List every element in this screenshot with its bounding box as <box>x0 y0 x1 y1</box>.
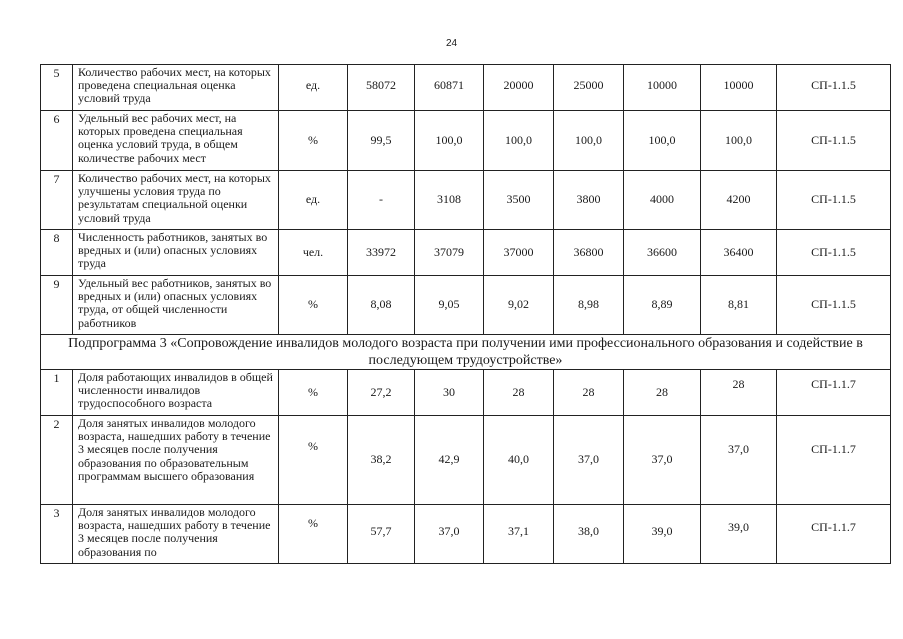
row-number: 5 <box>41 65 73 111</box>
value-3: 3500 <box>484 171 554 230</box>
value-5: 8,89 <box>624 276 701 335</box>
program-code: СП-1.1.7 <box>777 416 891 505</box>
value-1: - <box>348 171 415 230</box>
value-6: 37,0 <box>701 416 777 505</box>
table-row <box>41 370 891 416</box>
value-2: 30 <box>415 370 484 416</box>
table-row <box>41 111 891 171</box>
value-6: 4200 <box>701 171 777 230</box>
value-4: 38,0 <box>554 505 624 564</box>
value-6: 28 <box>701 370 777 416</box>
table-row <box>41 416 891 505</box>
value-3: 100,0 <box>484 111 554 171</box>
value-6: 8,81 <box>701 276 777 335</box>
value-6: 10000 <box>701 65 777 111</box>
value-3: 20000 <box>484 65 554 111</box>
value-2: 9,05 <box>415 276 484 335</box>
value-3: 28 <box>484 370 554 416</box>
indicator-name: Количество рабочих мест, на которых проведена специальная оценка условий труда <box>73 65 279 111</box>
value-5: 39,0 <box>624 505 701 564</box>
value-1: 33972 <box>348 230 415 276</box>
row-number: 1 <box>41 370 73 416</box>
unit: % <box>279 370 348 416</box>
value-4: 25000 <box>554 65 624 111</box>
value-4: 8,98 <box>554 276 624 335</box>
row-number: 7 <box>41 171 73 230</box>
indicator-name: Доля занятых инвалидов молодого возраста, нашедших работу в течение 3 месяцев после получения образования по <box>73 505 279 564</box>
indicator-name: Количество рабочих мест, на которых улучшены условия труда по результатам специальной оценки условий труда <box>73 171 279 230</box>
table-row <box>41 230 891 276</box>
unit: % <box>279 276 348 335</box>
value-3: 37,1 <box>484 505 554 564</box>
value-2: 37,0 <box>415 505 484 564</box>
page-number: 24 <box>445 38 458 49</box>
unit: ед. <box>279 171 348 230</box>
value-4: 36800 <box>554 230 624 276</box>
program-code: СП-1.1.5 <box>777 65 891 111</box>
value-5: 100,0 <box>624 111 701 171</box>
row-number: 9 <box>41 276 73 335</box>
program-code: СП-1.1.5 <box>777 111 891 171</box>
value-1: 27,2 <box>348 370 415 416</box>
value-2: 42,9 <box>415 416 484 505</box>
value-5: 36600 <box>624 230 701 276</box>
table-body <box>41 65 891 564</box>
indicator-name: Доля занятых инвалидов молодого возраста, нашедших работу в течение 3 месяцев после получения образования по образовательным программам высшего образования <box>73 416 279 505</box>
value-5: 37,0 <box>624 416 701 505</box>
value-4: 100,0 <box>554 111 624 171</box>
indicator-name: Численность работников, занятых во вредных и (или) опасных условиях труда <box>73 230 279 276</box>
indicator-name: Удельный вес рабочих мест, на которых проведена специальная оценка условий труда, в общем количестве рабочих мест <box>73 111 279 171</box>
section-row <box>41 335 891 370</box>
indicator-name: Удельный вес работников, занятых во вредных и (или) опасных условиях труда, от общей численности работников <box>73 276 279 335</box>
row-number: 2 <box>41 416 73 505</box>
program-code: СП-1.1.5 <box>777 276 891 335</box>
indicators-table <box>40 64 891 564</box>
value-2: 60871 <box>415 65 484 111</box>
value-5: 28 <box>624 370 701 416</box>
value-1: 8,08 <box>348 276 415 335</box>
value-3: 40,0 <box>484 416 554 505</box>
table-row <box>41 171 891 230</box>
unit: % <box>279 505 348 564</box>
value-5: 10000 <box>624 65 701 111</box>
table-row <box>41 65 891 111</box>
unit: ед. <box>279 65 348 111</box>
table-row <box>41 276 891 335</box>
program-code: СП-1.1.7 <box>777 370 891 416</box>
row-number: 8 <box>41 230 73 276</box>
value-1: 99,5 <box>348 111 415 171</box>
value-5: 4000 <box>624 171 701 230</box>
value-3: 37000 <box>484 230 554 276</box>
program-code: СП-1.1.7 <box>777 505 891 564</box>
value-6: 39,0 <box>701 505 777 564</box>
section-title: Подпрограмма 3 «Сопровождение инвалидов молодого возраста при получении ими профессионального образования и содействие в последующем трудоустройстве» <box>41 335 891 370</box>
value-2: 3108 <box>415 171 484 230</box>
value-1: 57,7 <box>348 505 415 564</box>
program-code: СП-1.1.5 <box>777 171 891 230</box>
indicator-name: Доля работающих инвалидов в общей численности инвалидов трудоспособного возраста <box>73 370 279 416</box>
value-4: 3800 <box>554 171 624 230</box>
unit: % <box>279 111 348 171</box>
unit: чел. <box>279 230 348 276</box>
unit: % <box>279 416 348 505</box>
value-2: 37079 <box>415 230 484 276</box>
value-1: 58072 <box>348 65 415 111</box>
value-4: 37,0 <box>554 416 624 505</box>
program-code: СП-1.1.5 <box>777 230 891 276</box>
value-3: 9,02 <box>484 276 554 335</box>
value-1: 38,2 <box>348 416 415 505</box>
value-4: 28 <box>554 370 624 416</box>
table-row <box>41 505 891 564</box>
row-number: 6 <box>41 111 73 171</box>
row-number: 3 <box>41 505 73 564</box>
value-6: 36400 <box>701 230 777 276</box>
value-2: 100,0 <box>415 111 484 171</box>
value-6: 100,0 <box>701 111 777 171</box>
